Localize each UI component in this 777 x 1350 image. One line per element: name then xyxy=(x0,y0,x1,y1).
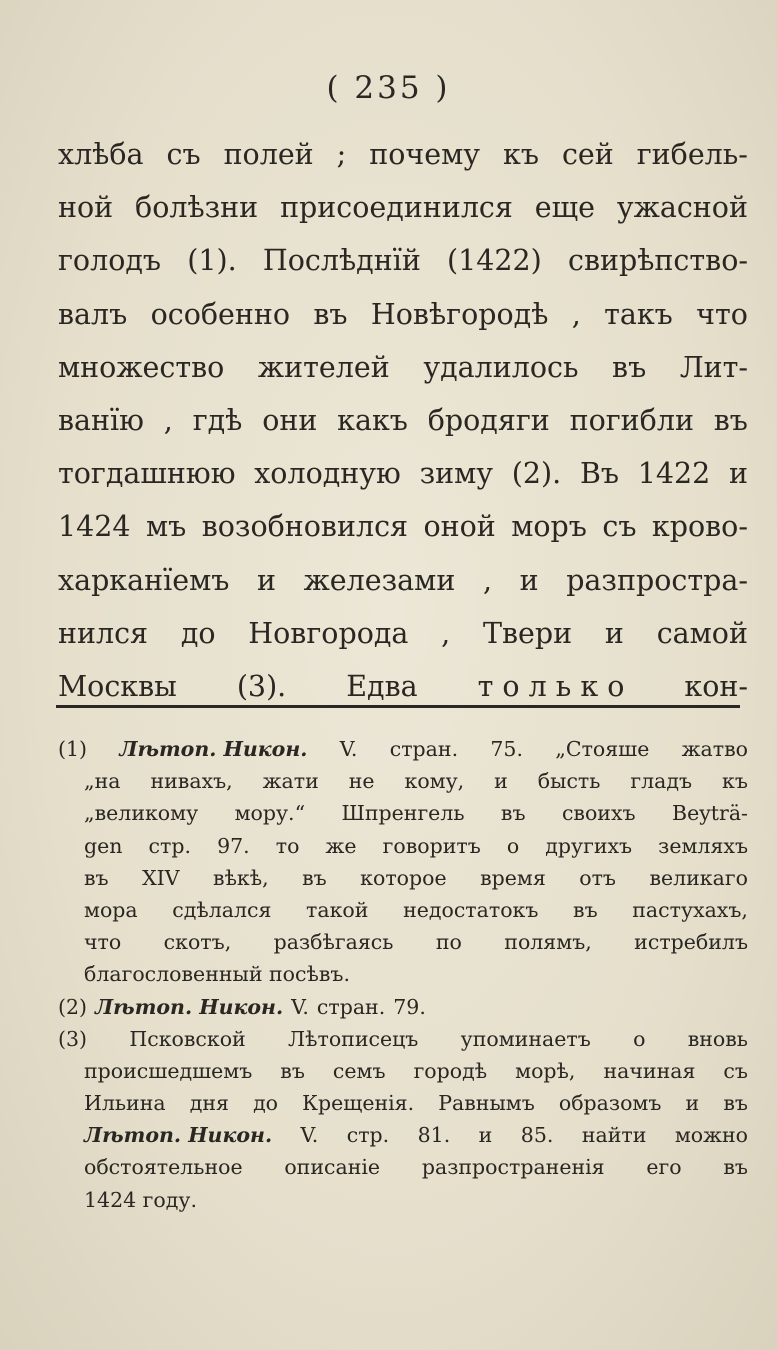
word: Новгорода xyxy=(248,616,409,650)
word: такъ xyxy=(604,297,673,331)
source-citation: Лѣтоп. Никон. xyxy=(84,1123,273,1148)
word: бродяги xyxy=(427,403,550,437)
word: къ xyxy=(503,138,539,171)
footnote-line xyxy=(58,733,748,765)
word: въ xyxy=(84,865,109,890)
word: бысть xyxy=(537,769,601,794)
word: gen xyxy=(84,833,123,858)
word: о xyxy=(506,833,520,858)
word: свирѣпство- xyxy=(568,244,748,278)
word: V. xyxy=(339,737,358,761)
word: ужасной xyxy=(616,191,748,225)
word: т о л ь к о xyxy=(477,669,625,703)
word: харканїемъ xyxy=(58,563,230,597)
word: полей xyxy=(223,138,314,171)
page-number: ( 235 ) xyxy=(326,70,451,106)
word: моръ xyxy=(511,510,587,544)
footnote-line xyxy=(58,1055,748,1087)
word: полямъ, xyxy=(504,930,592,955)
word: въ xyxy=(500,801,526,826)
word: Равнымъ xyxy=(438,1091,535,1116)
word: и xyxy=(494,769,508,794)
word: скотъ, xyxy=(163,930,232,955)
word: съ xyxy=(602,510,637,544)
word: V. xyxy=(291,994,309,1019)
word: , xyxy=(571,297,581,331)
word: ванїю xyxy=(58,403,144,437)
word: разбѣгаясь xyxy=(273,930,394,955)
word: кому, xyxy=(404,769,465,794)
word: Лѣтописецъ xyxy=(288,1026,419,1051)
word: 97. xyxy=(217,833,250,858)
word: стран. xyxy=(316,994,386,1019)
word: описаніе xyxy=(284,1155,381,1180)
word: болѣзни xyxy=(135,191,259,225)
word: ной xyxy=(58,191,114,225)
text-line xyxy=(58,234,748,287)
footnote-line xyxy=(58,1184,748,1216)
word: вѣкѣ, xyxy=(213,865,269,890)
word: (1). xyxy=(187,244,237,278)
main-text xyxy=(58,128,748,713)
word: (3) xyxy=(58,1026,88,1051)
word: „великому xyxy=(84,801,199,826)
word: жати xyxy=(262,769,319,794)
word: Твери xyxy=(482,616,573,650)
word: Псковской xyxy=(129,1026,246,1051)
word: Лит- xyxy=(679,350,748,384)
word: почему xyxy=(369,138,481,171)
word: происшедшемъ xyxy=(84,1058,253,1083)
word: XIV xyxy=(142,865,180,890)
word: Послѣднїй xyxy=(262,244,421,278)
word: (2). xyxy=(511,457,562,491)
source-citation: Лѣтоп. Никон. xyxy=(95,994,284,1019)
word: вновь xyxy=(687,1026,748,1051)
footnote-line xyxy=(58,1087,748,1119)
word: же xyxy=(325,833,357,858)
word: (3). xyxy=(236,669,287,703)
word: своихъ xyxy=(561,801,636,826)
word: , xyxy=(482,563,492,597)
word: говоритъ xyxy=(382,833,481,858)
text-line xyxy=(58,181,748,234)
word: и xyxy=(256,563,276,597)
word: то xyxy=(275,833,300,858)
word: , xyxy=(441,616,451,650)
text-line xyxy=(58,394,748,447)
word: (2) xyxy=(58,994,88,1019)
word: нился xyxy=(58,616,149,650)
word: съ xyxy=(166,138,201,171)
word: 1422 xyxy=(637,457,711,491)
word: какъ xyxy=(337,403,408,437)
word: семъ xyxy=(332,1058,386,1083)
word: возобновился xyxy=(201,510,409,544)
word: о xyxy=(633,1026,646,1051)
word: 79. xyxy=(393,994,426,1019)
text-line xyxy=(58,128,748,181)
word: (1422) xyxy=(447,244,542,278)
footnotes xyxy=(58,733,748,1216)
word: другихъ xyxy=(545,833,633,858)
word: тогдашнюю xyxy=(58,457,236,491)
word: „на xyxy=(84,769,121,794)
word: 1424 xyxy=(58,510,131,544)
text-line xyxy=(58,554,748,607)
word: время xyxy=(480,865,546,890)
footnote-line xyxy=(58,991,748,1023)
word: гдѣ xyxy=(192,403,243,437)
word: 85. xyxy=(520,1123,554,1148)
word: еще xyxy=(534,191,595,225)
footnote-line xyxy=(58,765,748,797)
word: въ xyxy=(723,1155,748,1180)
word: въ xyxy=(313,297,348,331)
word: 75. xyxy=(490,737,523,761)
word: найти xyxy=(581,1123,647,1148)
footnote-line xyxy=(58,1151,748,1183)
word: хлѣба xyxy=(58,138,144,171)
text-line xyxy=(58,288,748,341)
source-citation: Лѣтоп. Никон. xyxy=(119,737,308,761)
word: „Стояше xyxy=(555,737,650,761)
footnote-line xyxy=(58,1023,748,1055)
footnote-line xyxy=(58,926,748,958)
word: V. xyxy=(300,1123,319,1148)
word: стр. xyxy=(346,1123,390,1148)
footnote-line xyxy=(58,1119,748,1151)
word: до xyxy=(253,1091,279,1116)
word: валъ xyxy=(58,297,128,331)
word: и xyxy=(478,1123,493,1148)
word: недостатокъ xyxy=(403,897,539,922)
word: 1424 году. xyxy=(84,1187,197,1212)
footnote-line xyxy=(58,958,748,990)
word: можно xyxy=(674,1123,748,1148)
word: и xyxy=(604,616,624,650)
text-line xyxy=(58,607,748,660)
word: холодную xyxy=(254,457,401,491)
word: самой xyxy=(656,616,748,650)
word: гладъ xyxy=(630,769,693,794)
word: удалилось xyxy=(423,350,579,384)
word: благословенный посѣвъ. xyxy=(84,962,350,987)
word: дня xyxy=(189,1091,229,1116)
word: ; xyxy=(336,138,347,171)
word: Москвы xyxy=(58,669,177,703)
word: Въ xyxy=(579,457,620,491)
word: оной xyxy=(423,510,496,544)
word: зиму xyxy=(419,457,494,491)
word: присоединился xyxy=(280,191,513,225)
word: жителей xyxy=(257,350,390,384)
word: въ xyxy=(573,897,598,922)
word: въ xyxy=(302,865,327,890)
footnote-line xyxy=(58,862,748,894)
word: 81. xyxy=(417,1123,451,1148)
word: стран. xyxy=(389,737,459,761)
footnote-line xyxy=(58,894,748,926)
word: жатво xyxy=(681,737,748,761)
footnote-divider xyxy=(56,705,740,708)
word: нивахъ, xyxy=(150,769,233,794)
word: къ xyxy=(722,769,748,794)
word: земляхъ xyxy=(658,833,748,858)
word: въ xyxy=(723,1091,748,1116)
word: сдѣлался xyxy=(172,897,272,922)
word: и xyxy=(728,457,748,491)
word: пастухахъ, xyxy=(632,897,748,922)
footnote-2 xyxy=(58,991,748,1023)
word: по xyxy=(435,930,462,955)
word: его xyxy=(646,1155,682,1180)
word: и xyxy=(519,563,539,597)
word: Шпренгель xyxy=(341,801,465,826)
word: и xyxy=(685,1091,700,1116)
word: сей xyxy=(561,138,614,171)
word: разпространенія xyxy=(421,1155,605,1180)
word: съ xyxy=(723,1058,748,1083)
word: голодъ xyxy=(58,244,162,278)
word: великаго xyxy=(649,865,748,890)
footnote-line xyxy=(58,797,748,829)
word: крово- xyxy=(651,510,748,544)
word: мору.“ xyxy=(234,801,306,826)
word: не xyxy=(348,769,375,794)
text-line xyxy=(58,500,748,553)
word: разпростра- xyxy=(566,563,748,597)
word: Едва xyxy=(346,669,418,703)
word: они xyxy=(262,403,318,437)
word: истребилъ xyxy=(634,930,748,955)
word: железами xyxy=(303,563,456,597)
word: въ xyxy=(612,350,647,384)
word: отъ xyxy=(579,865,616,890)
word: Новѣгородѣ xyxy=(370,297,549,331)
word: въ xyxy=(713,403,748,437)
word: въ xyxy=(280,1058,305,1083)
text-line xyxy=(58,341,748,394)
text-line xyxy=(58,447,748,500)
word: гибель- xyxy=(636,138,748,171)
word: , xyxy=(163,403,173,437)
word: до xyxy=(180,616,216,650)
word: что xyxy=(84,930,122,955)
word: начиная xyxy=(603,1058,696,1083)
word: которое xyxy=(360,865,447,890)
word: что xyxy=(696,297,748,331)
word: обстоятельное xyxy=(84,1155,243,1180)
footnote-1 xyxy=(58,733,748,991)
footnote-line xyxy=(58,830,748,862)
word: множество xyxy=(58,350,225,384)
word: такой xyxy=(306,897,369,922)
footnote-3 xyxy=(58,1023,748,1216)
word: Beyträ- xyxy=(672,801,748,826)
word: городѣ xyxy=(413,1058,488,1083)
word: (1) xyxy=(58,737,88,761)
word: Ильина xyxy=(84,1091,166,1116)
word: морѣ, xyxy=(515,1058,576,1083)
word: Крещенія. xyxy=(302,1091,415,1116)
word: образомъ xyxy=(558,1091,662,1116)
word: мъ xyxy=(145,510,187,544)
word: особенно xyxy=(150,297,291,331)
word: стр. xyxy=(148,833,192,858)
word: погибли xyxy=(569,403,694,437)
word: упоминаетъ xyxy=(460,1026,591,1051)
word: мора xyxy=(84,897,138,922)
word: кон- xyxy=(684,669,748,703)
